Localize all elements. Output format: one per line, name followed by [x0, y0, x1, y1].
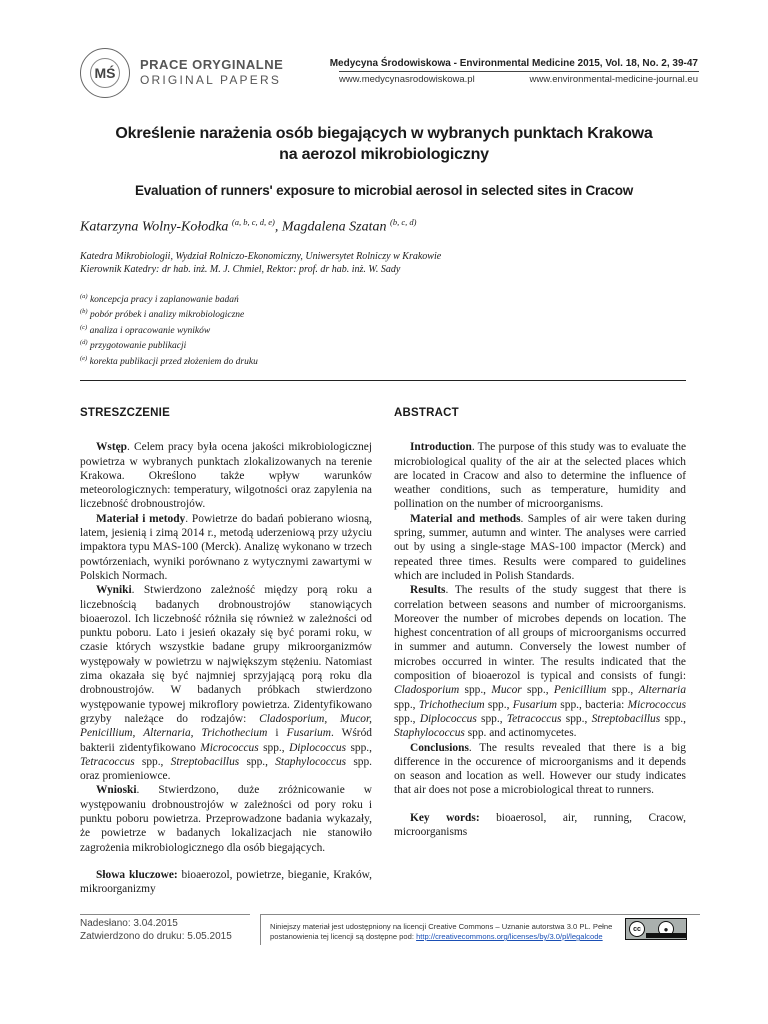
affiliation-line-1: Katedra Mikrobiologii, Wydział Rolniczo-Ekonomiczny, Uniwersytet Rolniczy w Krakowie	[80, 251, 442, 262]
author-2-contrib: (b, c, d)	[390, 217, 417, 227]
license-line-2: postanowienia tej licencji są dostępne pod: http://creativecommons.org/licenses/by/3.0/pl/legalcode	[270, 932, 603, 941]
footer-rule-left	[80, 914, 250, 915]
accepted-date: Zatwierdzono do druku: 5.05.2015	[80, 931, 232, 942]
author-1-contrib: (a, b, c, d, e)	[231, 217, 275, 227]
cc-by-badge[interactable]	[625, 918, 687, 940]
abstract-pl	[80, 406, 372, 897]
keywords-en: Key words: bioaerosol, air, running, Cracow, microorganisms	[394, 811, 687, 839]
abstract-en-introduction: Introduction. The purpose of this study was to evaluate the microbiological quality of the air at the selected places which are located in Cracow and also to determine the influence of weather conditions, such as temperature, humidity and pollination on the number of microorganisms.	[394, 441, 686, 511]
abstract-pl-introduction: Wstęp. Celem pracy była ocena jakości mikrobiologicznej powietrza w wybranych punktach zlokalizowanych na terenie Krakowa. Określono także wpływ warunków meteorologicznych: temperatury, wilgotności oraz zapylenia na liczebność drobnoustrojów.	[80, 441, 372, 511]
article-title-pl	[70, 123, 698, 165]
series-label-en: ORIGINAL PAPERS	[140, 73, 282, 87]
abstract-pl-conclusions: Wnioski. Stwierdzono, duże zróżnicowanie w występowaniu drobnoustrojów w zależności od pory roku i punktu poboru powietrza. Przeprowadzone badania wykazały, że powietrze w badanych lokalizacjach nie stanowiło zagrożenia mikrobiologicznego dla osób biegających.	[80, 784, 372, 854]
received-date: Nadesłano: 3.04.2015	[80, 918, 178, 929]
abstract-en-results: Results. The results of the study suggest that there is correlation between seasons and number of microorganisms. Moreover the number of microbes depends on location. The highest concentration of all groups of microorganisms occurred in summer and autumn. Conversely the lowest number of microbes occurred in winter. The results indicated that the composition of bioaerozol is typical and consists of fungi: Cladosporium spp., Mucor spp., Penicillium spp., Alternaria spp., Trichothecium spp., Fusarium spp., bacteria: Micrococcus spp., Diplococcus spp., Tetracoccus spp., Streptobacillus spp., Staphylococcus spp. and actinomycetes.	[394, 584, 687, 740]
journal-url-pl[interactable]: www.medycynasrodowiskowa.pl	[339, 74, 475, 85]
cc-icon: cc	[629, 921, 645, 937]
title-pl-line-2: na aerozol mikrobiologiczny	[279, 146, 489, 163]
attribution-icon: ●	[658, 921, 674, 937]
abstract-en	[394, 406, 686, 839]
license-notice	[270, 922, 612, 942]
abstract-en-methods: Material and methods. Samples of air were taken during spring, summer, autumn and winter. The analyses were carried out by using a single-stage MAS-100 impactor (Merck) and repeated three times. Results were compared to guidelines which are included in Polish Standards.	[394, 512, 687, 582]
footer-rule-right	[260, 914, 700, 915]
journal-url-en[interactable]: www.environmental-medicine-journal.eu	[529, 74, 698, 85]
contribution-list	[80, 291, 258, 368]
authors: Katarzyna Wolny-Kołodka $^{(a, b, c, d, e)}$, Magdalena Szatan $^{(b, c, d)}$	[80, 217, 417, 235]
abstract-en-conclusions: Conclusions. The results revealed that there is a big difference in the occurence of microorganisms and it depends on season and location as well. However our study indicates that air does not pose a microbiological threat to runners.	[394, 741, 686, 797]
abstract-pl-methods: Materiał i metody. Powietrze do badań pobierano wiosną, latem, jesienią i zimą 2014 r., metodą uderzeniową przy użyciu impaktora typu MAS-100 (Merck). Analizę wykonano w trzech powtórzeniach, wyniki porównano z wytycznymi zawartymi w Polskich Normach.	[80, 512, 372, 582]
title-pl-line-1: Określenie narażenia osób biegających w wybranych punktach Krakowa	[115, 125, 653, 142]
contribution-item: $^{(d)}$ przygotowanie publikacji	[80, 339, 187, 352]
section-divider	[80, 380, 686, 381]
author-2-name: Magdalena Szatan	[281, 219, 387, 235]
license-link[interactable]: http://creativecommons.org/licenses/by/3.0/pl/legalcode	[416, 932, 603, 941]
license-line-1: Niniejszy materiał jest udostępniony na licencji Creative Commons – Uznanie autorstwa 3.0 PL. Pełne	[270, 922, 613, 931]
affiliation-line-2: Kierownik Katedry: dr hab. inż. M. J. Chmiel, Rektor: prof. dr hab. inż. W. Sady	[80, 264, 401, 275]
journal-logo-mark: MŚ	[90, 58, 120, 88]
article-title-en: Evaluation of runners' exposure to microbial aerosol in selected sites in Cracow	[134, 183, 634, 198]
submission-dates	[80, 917, 232, 943]
abstract-en-heading: ABSTRACT	[394, 407, 459, 419]
abstract-pl-heading: STRESZCZENIE	[80, 407, 170, 419]
cc-by-strip	[646, 933, 686, 938]
author-1-name: Katarzyna Wolny-Kołodka	[80, 219, 229, 235]
affiliation	[80, 250, 441, 276]
keywords-pl: Słowa kluczowe: bioaerozol, powietrze, bieganie, Kraków, mikroorganizmy	[80, 868, 372, 896]
journal-citation: Medycyna Środowiskowa - Environmental Medicine 2015, Vol. 18, No. 2, 39-47	[329, 58, 698, 69]
abstract-pl-results: Wyniki. Stwierdzono zależność między porą roku a liczebnością badanych drobnoustrojów stanowiących bioaerozol. Ich liczebność różniła się również w zależności od punktu poboru. Lato i jesień okazały się być porami roku, w czasie których wszystkie badane grupy mikroorganizmów występowały w powietrzu w największym stężeniu. Natomiast zima okazała się być najmniej sprzyjającą porą roku dla drobnoustrojów. W badanych próbkach stwierdzono występowanie typowej mikroflory powietrza. Zidentyfikowano grzyby należące do rodzajów: Cladosporium, Mucor, Penicillium, Alternaria, Trichothecium i Fusarium. Wśród bakterii zidentyfikowano Micrococcus spp., Diplococcus spp., Tetracoccus spp., Streptobacillus spp., Staphylococcus spp. oraz promieniowce.	[80, 584, 373, 783]
contribution-item: $^{(e)}$ korekta publikacji przed złożeniem do druku	[80, 354, 258, 367]
journal-logo	[80, 48, 130, 98]
series-label-pl: PRACE ORYGINALNE	[140, 57, 284, 72]
contribution-item: $^{(a)}$ koncepcja pracy i zaplanowanie badań	[80, 293, 239, 306]
header-rule	[339, 71, 699, 72]
contribution-item: $^{(b)}$ pobór próbek i analizy mikrobiologiczne	[80, 308, 245, 321]
footer-divider	[260, 914, 261, 945]
contribution-item: $^{(c)}$ analiza i opracowanie wyników	[80, 323, 211, 337]
